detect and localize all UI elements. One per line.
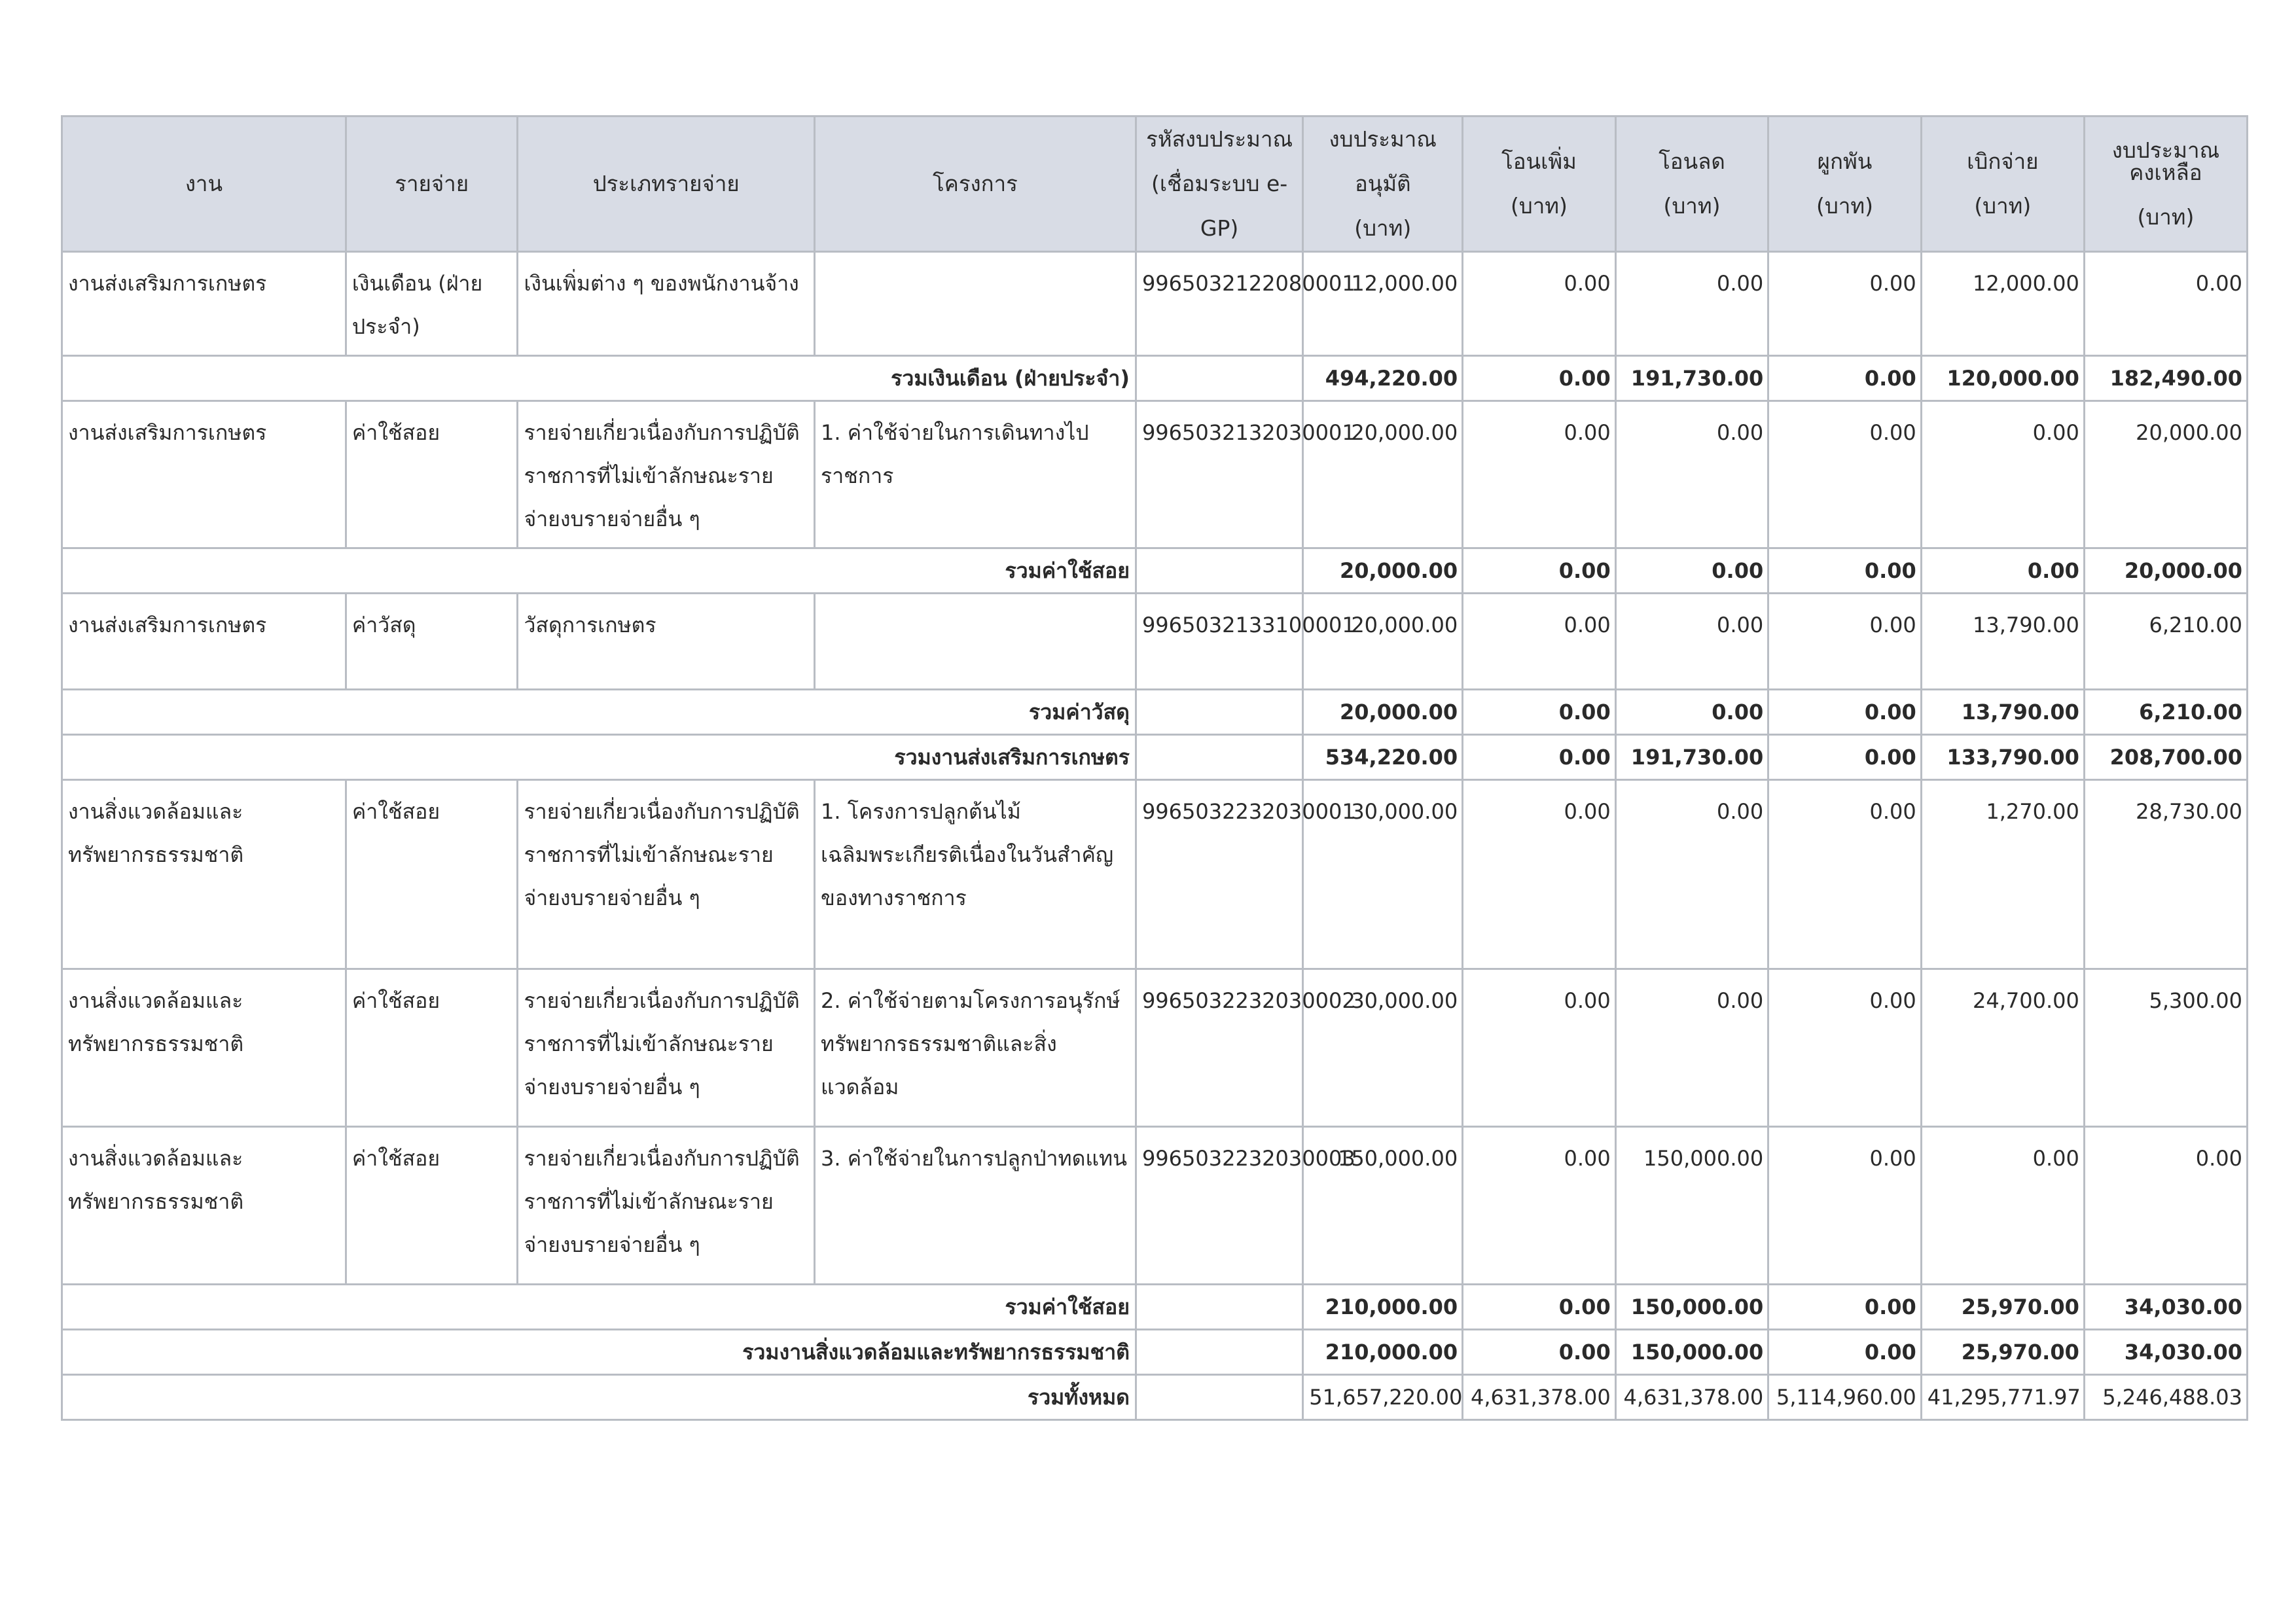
subtotal-label: รวมค่าวัสดุ xyxy=(62,690,1136,735)
cell-budget-code: 9965032133100001 xyxy=(1136,594,1302,690)
cell-remaining: 0.00 xyxy=(2084,252,2247,356)
cell-budget-code: 9965032232030003 xyxy=(1136,1127,1302,1285)
grand-total-transfer-in: 4,631,378.00 xyxy=(1463,1375,1616,1420)
header-transfer-out xyxy=(1615,116,1768,252)
header-transfer-out-line1: โอนลด xyxy=(1659,149,1725,174)
cell-expense: ค่าใช้สอย xyxy=(346,780,518,969)
subtotal-approved: 210,000.00 xyxy=(1303,1285,1463,1330)
grand-total-row xyxy=(62,1375,2248,1420)
cell-transfer-in: 0.00 xyxy=(1463,594,1616,690)
cell-approved: 150,000.00 xyxy=(1303,1127,1463,1285)
table-row xyxy=(62,780,2248,969)
cell-transfer-out: 0.00 xyxy=(1615,252,1768,356)
cell-transfer-out: 0.00 xyxy=(1615,969,1768,1127)
cell-project: 1. โครงการปลูกต้นไม้เฉลิมพระเกียรติเนื่องในวันสำคัญของทางราชการ xyxy=(815,780,1136,969)
header-remaining xyxy=(2084,116,2247,252)
cell-budget-code: 9965032232030001 xyxy=(1136,780,1302,969)
table-row xyxy=(62,969,2248,1127)
subtotal-disbursed: 25,970.00 xyxy=(1921,1285,2084,1330)
subtotal-transfer-out: 191,730.00 xyxy=(1615,356,1768,401)
header-remaining-line2: (บาท) xyxy=(2137,204,2195,230)
budget-table xyxy=(61,115,2248,1421)
cell-transfer-in: 0.00 xyxy=(1463,252,1616,356)
header-committed xyxy=(1768,116,1922,252)
subtotal-transfer-out: 150,000.00 xyxy=(1615,1285,1768,1330)
cell-transfer-in: 0.00 xyxy=(1463,401,1616,548)
subtotal-transfer-out: 150,000.00 xyxy=(1615,1330,1768,1375)
header-approved-line1: งบประมาณอนุมัติ xyxy=(1329,126,1437,196)
cell-committed: 0.00 xyxy=(1768,780,1922,969)
cell-disbursed: 12,000.00 xyxy=(1921,252,2084,356)
cell-budget-code: 9965032232030002 xyxy=(1136,969,1302,1127)
header-work: งาน xyxy=(62,116,346,252)
header-expense: รายจ่าย xyxy=(346,116,518,252)
header-disbursed-line2: (บาท) xyxy=(1974,193,2032,219)
subtotal-disbursed: 25,970.00 xyxy=(1921,1330,2084,1375)
subtotal-label: รวมเงินเดือน (ฝ่ายประจำ) xyxy=(62,356,1136,401)
cell-work: งานส่งเสริมการเกษตร xyxy=(62,252,346,356)
header-transfer-in xyxy=(1463,116,1616,252)
grand-total-disbursed: 41,295,771.97 xyxy=(1921,1375,2084,1420)
cell-work: งานสิ่งแวดล้อมและทรัพยากรธรรมชาติ xyxy=(62,969,346,1127)
cell-committed: 0.00 xyxy=(1768,594,1922,690)
subtotal-remaining: 34,030.00 xyxy=(2084,1330,2247,1375)
header-approved xyxy=(1303,116,1463,252)
subtotal-remaining: 182,490.00 xyxy=(2084,356,2247,401)
header-committed-line2: (บาท) xyxy=(1816,193,1873,219)
cell-transfer-out: 0.00 xyxy=(1615,401,1768,548)
subtotal-transfer-in: 0.00 xyxy=(1463,690,1616,735)
header-project: โครงการ xyxy=(815,116,1136,252)
header-committed-line1: ผูกพัน xyxy=(1817,149,1873,174)
cell-expense-type: รายจ่ายเกี่ยวเนื่องกับการปฏิบัติราชการที่ไม่เข้าลักษณะรายจ่ายงบรายจ่ายอื่น ๆ xyxy=(518,780,815,969)
cell-work: งานส่งเสริมการเกษตร xyxy=(62,594,346,690)
subtotal-remaining: 20,000.00 xyxy=(2084,548,2247,594)
cell-transfer-out: 150,000.00 xyxy=(1615,1127,1768,1285)
table-header-row xyxy=(62,116,2248,252)
header-approved-line2: (บาท) xyxy=(1354,215,1412,241)
header-disbursed-line1: เบิกจ่าย xyxy=(1967,149,2039,174)
cell-disbursed: 1,270.00 xyxy=(1921,780,2084,969)
table-row xyxy=(62,401,2248,548)
subtotal-remaining: 34,030.00 xyxy=(2084,1285,2247,1330)
header-transfer-in-line2: (บาท) xyxy=(1510,193,1568,219)
header-remaining-line1: คงเหลือ xyxy=(2129,160,2202,185)
cell-expense: ค่าใช้สอย xyxy=(346,1127,518,1285)
cell-expense-type: วัสดุการเกษตร xyxy=(518,594,815,690)
subtotal-committed: 0.00 xyxy=(1768,548,1922,594)
cell-remaining: 20,000.00 xyxy=(2084,401,2247,548)
subtotal-row xyxy=(62,735,2248,780)
cell-work: งานสิ่งแวดล้อมและทรัพยากรธรรมชาติ xyxy=(62,1127,346,1285)
subtotal-label: รวมงานสิ่งแวดล้อมและทรัพยากรธรรมชาติ xyxy=(62,1330,1136,1375)
subtotal-code-empty xyxy=(1136,1330,1302,1375)
cell-committed: 0.00 xyxy=(1768,969,1922,1127)
subtotal-remaining: 6,210.00 xyxy=(2084,690,2247,735)
cell-work: งานสิ่งแวดล้อมและทรัพยากรธรรมชาติ xyxy=(62,780,346,969)
subtotal-transfer-in: 0.00 xyxy=(1463,1330,1616,1375)
subtotal-committed: 0.00 xyxy=(1768,690,1922,735)
subtotal-approved: 494,220.00 xyxy=(1303,356,1463,401)
subtotal-label: รวมงานส่งเสริมการเกษตร xyxy=(62,735,1136,780)
cell-project: 3. ค่าใช้จ่ายในการปลูกป่าทดแทน xyxy=(815,1127,1136,1285)
cell-project xyxy=(815,252,1136,356)
subtotal-transfer-in: 0.00 xyxy=(1463,735,1616,780)
table-row xyxy=(62,1127,2248,1285)
cell-expense: ค่าใช้สอย xyxy=(346,969,518,1127)
cell-committed: 0.00 xyxy=(1768,252,1922,356)
subtotal-approved: 210,000.00 xyxy=(1303,1330,1463,1375)
cell-remaining: 0.00 xyxy=(2084,1127,2247,1285)
cell-expense: ค่าวัสดุ xyxy=(346,594,518,690)
subtotal-committed: 0.00 xyxy=(1768,1330,1922,1375)
header-budget-code-line2: (เชื่อมระบบ e-GP) xyxy=(1151,171,1288,241)
cell-work: งานส่งเสริมการเกษตร xyxy=(62,401,346,548)
subtotal-transfer-out: 0.00 xyxy=(1615,548,1768,594)
subtotal-approved: 20,000.00 xyxy=(1303,548,1463,594)
subtotal-transfer-in: 0.00 xyxy=(1463,548,1616,594)
cell-disbursed: 24,700.00 xyxy=(1921,969,2084,1127)
budget-report-sheet xyxy=(61,115,2248,1421)
cell-remaining: 28,730.00 xyxy=(2084,780,2247,969)
cell-expense-type: รายจ่ายเกี่ยวเนื่องกับการปฏิบัติราชการที่ไม่เข้าลักษณะรายจ่ายงบรายจ่ายอื่น ๆ xyxy=(518,969,815,1127)
cell-expense: ค่าใช้สอย xyxy=(346,401,518,548)
subtotal-code-empty xyxy=(1136,690,1302,735)
cell-approved: 20,000.00 xyxy=(1303,401,1463,548)
subtotal-transfer-out: 191,730.00 xyxy=(1615,735,1768,780)
header-expense-type: ประเภทรายจ่าย xyxy=(518,116,815,252)
cell-project: 2. ค่าใช้จ่ายตามโครงการอนุรักษ์ทรัพยากรธรรมชาติและสิ่งแวดล้อม xyxy=(815,969,1136,1127)
subtotal-remaining: 208,700.00 xyxy=(2084,735,2247,780)
cell-expense-type: รายจ่ายเกี่ยวเนื่องกับการปฏิบัติราชการที่ไม่เข้าลักษณะรายจ่ายงบรายจ่ายอื่น ๆ xyxy=(518,401,815,548)
grand-total-committed: 5,114,960.00 xyxy=(1768,1375,1922,1420)
cell-committed: 0.00 xyxy=(1768,1127,1922,1285)
header-disbursed xyxy=(1921,116,2084,252)
cell-remaining: 6,210.00 xyxy=(2084,594,2247,690)
header-transfer-out-line2: (บาท) xyxy=(1663,193,1721,219)
cell-approved: 20,000.00 xyxy=(1303,594,1463,690)
subtotal-transfer-in: 0.00 xyxy=(1463,1285,1616,1330)
grand-total-label: รวมทั้งหมด xyxy=(62,1375,1136,1420)
cell-disbursed: 13,790.00 xyxy=(1921,594,2084,690)
cell-project xyxy=(815,594,1136,690)
subtotal-code-empty xyxy=(1136,735,1302,780)
table-row xyxy=(62,594,2248,690)
subtotal-transfer-in: 0.00 xyxy=(1463,356,1616,401)
table-row xyxy=(62,252,2248,356)
subtotal-disbursed: 133,790.00 xyxy=(1921,735,2084,780)
grand-total-transfer-out: 4,631,378.00 xyxy=(1615,1375,1768,1420)
subtotal-row xyxy=(62,548,2248,594)
cell-expense: เงินเดือน (ฝ่ายประจำ) xyxy=(346,252,518,356)
subtotal-label: รวมค่าใช้สอย xyxy=(62,548,1136,594)
cell-budget-code: 9965032132030001 xyxy=(1136,401,1302,548)
subtotal-row xyxy=(62,356,2248,401)
subtotal-committed: 0.00 xyxy=(1768,1285,1922,1330)
cell-disbursed: 0.00 xyxy=(1921,1127,2084,1285)
header-transfer-in-line1: โอนเพิ่ม xyxy=(1501,149,1577,174)
cell-transfer-in: 0.00 xyxy=(1463,780,1616,969)
cell-disbursed: 0.00 xyxy=(1921,401,2084,548)
subtotal-disbursed: 13,790.00 xyxy=(1921,690,2084,735)
subtotal-code-empty xyxy=(1136,356,1302,401)
subtotal-row xyxy=(62,1285,2248,1330)
subtotal-disbursed: 120,000.00 xyxy=(1921,356,2084,401)
subtotal-committed: 0.00 xyxy=(1768,356,1922,401)
header-budget-code xyxy=(1136,116,1302,252)
cell-transfer-in: 0.00 xyxy=(1463,1127,1616,1285)
subtotal-code-empty xyxy=(1136,548,1302,594)
subtotal-label: รวมค่าใช้สอย xyxy=(62,1285,1136,1330)
cell-budget-code: 9965032122080001 xyxy=(1136,252,1302,356)
cell-approved: 30,000.00 xyxy=(1303,780,1463,969)
grand-total-remaining: 5,246,488.03 xyxy=(2084,1375,2247,1420)
grand-total-code-empty xyxy=(1136,1375,1302,1420)
subtotal-disbursed: 0.00 xyxy=(1921,548,2084,594)
header-remaining-line0: งบประมาณ xyxy=(2111,137,2220,163)
cell-committed: 0.00 xyxy=(1768,401,1922,548)
subtotal-code-empty xyxy=(1136,1285,1302,1330)
cell-expense-type: เงินเพิ่มต่าง ๆ ของพนักงานจ้าง xyxy=(518,252,815,356)
cell-transfer-out: 0.00 xyxy=(1615,594,1768,690)
subtotal-committed: 0.00 xyxy=(1768,735,1922,780)
cell-transfer-in: 0.00 xyxy=(1463,969,1616,1127)
cell-approved: 12,000.00 xyxy=(1303,252,1463,356)
grand-total-approved: 51,657,220.00 xyxy=(1303,1375,1463,1420)
cell-approved: 30,000.00 xyxy=(1303,969,1463,1127)
subtotal-row xyxy=(62,690,2248,735)
cell-project: 1. ค่าใช้จ่ายในการเดินทางไปราชการ xyxy=(815,401,1136,548)
cell-transfer-out: 0.00 xyxy=(1615,780,1768,969)
subtotal-transfer-out: 0.00 xyxy=(1615,690,1768,735)
subtotal-approved: 20,000.00 xyxy=(1303,690,1463,735)
subtotal-row xyxy=(62,1330,2248,1375)
cell-expense-type: รายจ่ายเกี่ยวเนื่องกับการปฏิบัติราชการที่ไม่เข้าลักษณะรายจ่ายงบรายจ่ายอื่น ๆ xyxy=(518,1127,815,1285)
cell-remaining: 5,300.00 xyxy=(2084,969,2247,1127)
subtotal-approved: 534,220.00 xyxy=(1303,735,1463,780)
header-budget-code-line1: รหัสงบประมาณ xyxy=(1146,126,1293,152)
